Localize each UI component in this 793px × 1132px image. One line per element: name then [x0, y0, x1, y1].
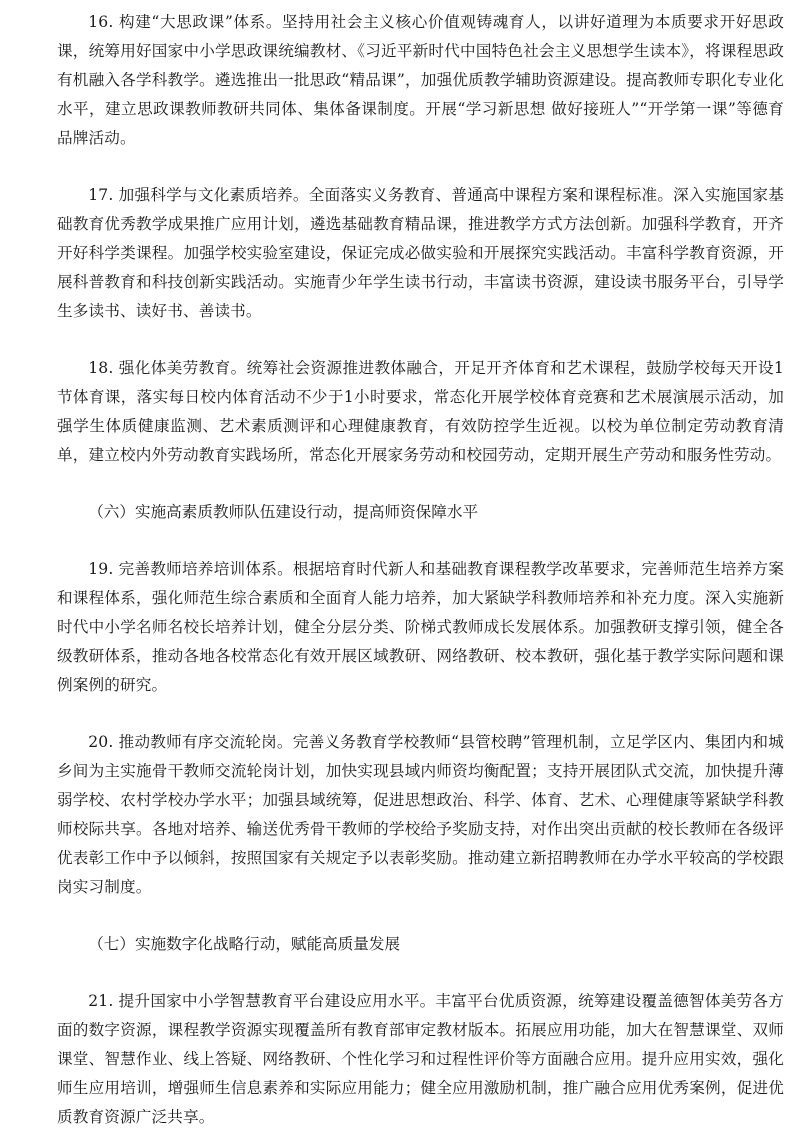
- paragraph-18: 18. 强化体美劳教育。统筹社会资源推进教体融合，开足开齐体育和艺术课程，鼓励学校每天开设1节体育课，落实每日校内体育活动不少于1小时要求，常态化开展学校体育竞赛和艺术展演展示活动，加强学生体质健康监测、艺术素质测评和心理健康教育，有效防控学生近视。以校为单位制定劳动教育清单，建立校内外劳动教育实践场所，常态化开展家务劳动和校园劳动，定期开展生产劳动和服务性劳动。: [57, 359, 784, 464]
- paragraph-19: 19. 完善教师培养培训体系。根据培育时代新人和基础教育课程教学改革要求，完善师范生培养方案和课程体系，强化师范生综合素质和全面育人能力培养，加大紧缺学科教师培养和补充力度。深入实施新时代中小学名师名校长培养计划，健全分层分类、阶梯式教师成长发展体系。加强教研支撑引领，健全各级教研体系，推动各地各校常态化有效开展区域教研、网络教研、校本教研，强化基于教学实际问题和课例案例的研究。: [57, 560, 784, 694]
- paragraph-17: 17. 加强科学与文化素质培养。全面落实义务教育、普通高中课程方案和课程标准。深入实施国家基础教育优秀教学成果推广应用计划，遴选基础教育精品课，推进教学方式方法创新。加强科学教育，开齐开好科学类课程。加强学校实验室建设，保证完成必做实验和开展探究实践活动。丰富科学教育资源，开展科普教育和科技创新实践活动。实施青少年学生读书行动，丰富读书资源，建设读书服务平台，引导学生多读书、读好书、善读书。: [57, 186, 784, 320]
- paragraph-16: 16. 构建“大思政课”体系。坚持用社会主义核心价值观铸魂育人，以讲好道理为本质要求开好思政课，统筹用好国家中小学思政课统编教材、《习近平新时代中国特色社会主义思想学生读本》，将课程思政有机融入各学科教学。遴选推出一批思政“精品课”，加强优质教学辅助资源建设。提高教师专职化专业化水平，建立思政课教师教研共同体、集体备课制度。开展“学习新思想 做好接班人”“开学第一课”等德育品牌活动。: [57, 13, 784, 147]
- paragraph-20: 20. 推动教师有序交流轮岗。完善义务教育学校教师“县管校聘”管理机制，立足学区内、集团内和城乡间为主实施骨干教师交流轮岗计划，加快实现县域内师资均衡配置；支持开展团队式交流，加快提升薄弱学校、农村学校办学水平；加强县域统筹，促进思想政治、科学、体育、艺术、心理健康等紧缺学科教师校际共享。各地对培养、输送优秀骨干教师的学校给予奖励支持，对作出突出贡献的校长教师在各级评优表彰工作中予以倾斜，按照国家有关规定予以表彰奖励。推动建立新招聘教师在办学水平较高的学校跟岗实习制度。: [57, 733, 784, 896]
- paragraph-21: 21. 提升国家中小学智慧教育平台建设应用水平。丰富平台优质资源，统筹建设覆盖德智体美劳各方面的数字资源，课程教学资源实现覆盖所有教育部审定教材版本。拓展应用功能，加大在智慧课堂、双师课堂、智慧作业、线上答疑、网络教研、个性化学习和过程性评价等方面融合应用。提升应用实效，强化师生应用培训，增强师生信息素养和实际应用能力；健全应用激励机制，推广融合应用优秀案例，促进优质教育资源广泛共享。: [57, 992, 784, 1126]
- section-heading-6: （六）实施高素质教师队伍建设行动，提高师资保障水平: [88, 503, 479, 521]
- document-page: [57, 8, 784, 1132]
- section-heading-7: （七）实施数字化战略行动，赋能高质量发展: [88, 935, 401, 953]
